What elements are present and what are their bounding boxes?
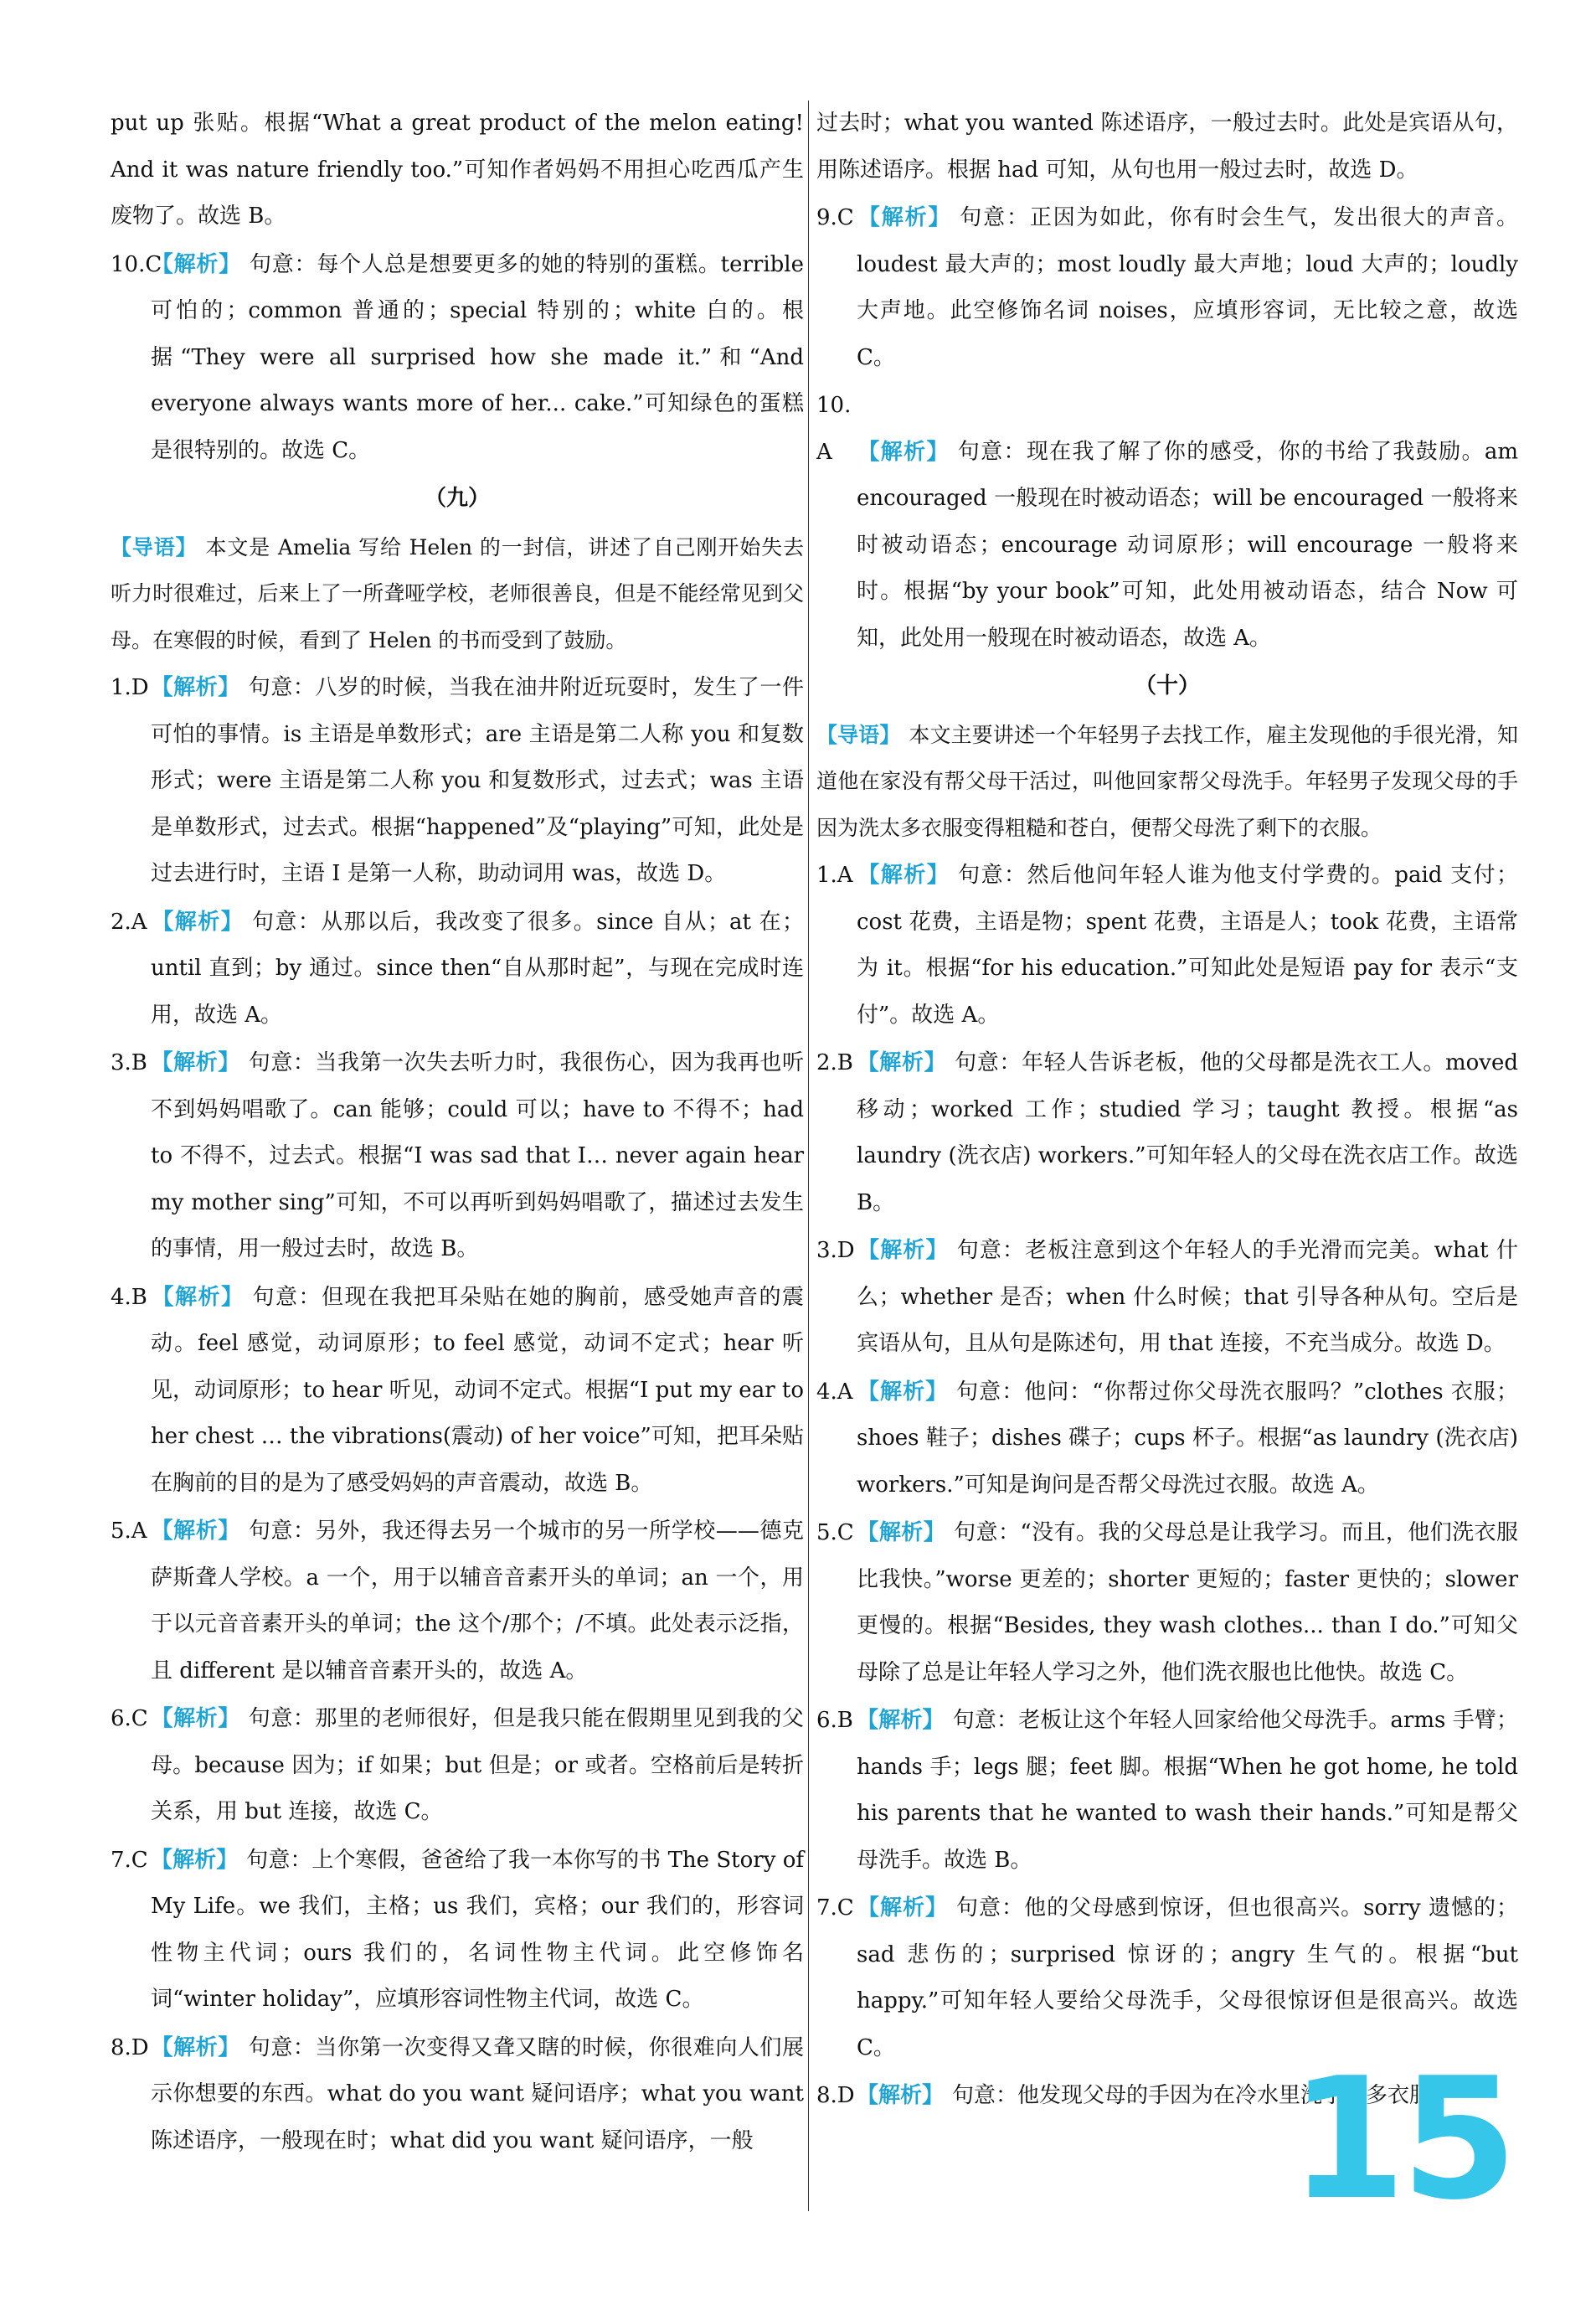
answer-text: 句意：但现在我把耳朵贴在她的胸前，感受她声音的震动。feel 感觉，动词原形；to feel 感觉，动词不定式；hear 听见，动词原形；to hear 听见，动词不定式。根据“I put my ear to her chest … the vibrations(震动) of her voice”可知，把耳朵贴在胸前的目的是为了感受妈妈的声音震动，故选 B。 [151,1284,804,1496]
answer-number: 1.D [111,675,149,700]
answer-text: 句意：他发现父母的手因为在冷水里洗了很多衣服 [952,2083,1432,2108]
answer-number: 7.C [816,1895,854,1921]
answer-text: 句意：正因为如此，你有时会生气，发出很大的声音。loudest 最大声的；most loudly 最大声地；loud 大声的；loudly 大声地。此空修饰名词 noises，应填形容词，无比较之意，故选 C。 [857,205,1518,370]
answer-text: 句意：老板注意到这个年轻人的手光滑而完美。what 什么；whether 是否；when 什么时候；that 引导各种从句。空后是宾语从句，且从句是陈述句，用 that 连接，不充当成分。故选 D。 [857,1238,1518,1356]
answer-item [111,665,804,898]
answer-item [111,1696,804,1836]
answer-item [816,1040,1518,1226]
answer-text: 句意：上个寒假，爸爸给了我一本你写的书 The Story of My Life。we 我们，主格；us 我们，宾格；our 我们的，形容词性物主代词；ours 我们的，名词性物主代词。此空修饰名词“winter holiday”，应填形容词性物主代词，故选 C。 [151,1847,804,2012]
answer-number: 3.D [816,1238,855,1263]
answer-number: 10.C [111,251,162,277]
answer-number: 8.D [816,2083,855,2108]
answer-number: 3.B [111,1050,147,1075]
answer-text: 句意：现在我了解了你的感受，你的书给了我鼓励。am encouraged 一般现在时被动语态；will be encouraged 一般将来时被动语态；encourage 动词原形；will encourage 一般将来时。根据“by your book”可知，此处用被动语态，结合 Now 可知，此处用一般现在时被动语态，故选 A。 [857,439,1518,651]
guide-text: 本文是 Amelia 写给 Helen 的一封信，讲述了自己刚开始失去听力时很难过，后来上了一所聋哑学校，老师很善良，但是不能经常见到父母。在寒假的时候，看到了 Helen 的书而受到了鼓励。 [111,534,804,652]
analysis-tag: 【解析】 [151,1847,239,1873]
answer-item [816,383,1518,662]
analysis-tag: 【解析】 [151,1284,245,1310]
answer-text: 句意：从那以后，我改变了很多。since 自从；at 在；until 直到；by 通过。since then“自从那时起”，与现在完成时连用，故选 A。 [151,909,804,1028]
analysis-tag: 【解析】 [151,2034,240,2060]
answer-item [111,242,804,475]
right-column [816,101,1518,2122]
guide-paragraph [111,524,804,664]
answer-text: 句意：当你第一次变得又聋又瞎的时候，你很难向人们展示你想要的东西。what do you want 疑问语序；what you want 陈述语序，一般现在时；what did you want 疑问语序，一般 [151,2034,804,2153]
column-divider [808,101,809,2211]
answer-item [816,853,1518,1039]
continued-explanation: 过去时；what you wanted 陈述语序，一般过去时。此处是宾语从句，用陈述语序。根据 had 可知，从句也用一般过去时，故选 D。 [816,111,1518,183]
section-heading-9: （九） [424,486,490,511]
answer-number: 2.A [111,909,147,935]
answer-text: 句意：当我第一次失去听力时，我很伤心，因为我再也听不到妈妈唱歌了。can 能够；could 可以；have to 不得不；had to 不得不，过去式。根据“I was sad that I… never again hear my mother sing”可知，不可以再听到妈妈唱歌了，描述过去发生的事情，用一般过去时，故选 B。 [151,1050,804,1261]
answer-number: 5.A [111,1519,147,1544]
answer-number: 8.D [111,2034,149,2060]
analysis-tag: 【解析】 [857,1895,949,1921]
analysis-tag: 【解析】 [857,205,952,230]
answer-item [111,1838,804,2024]
answer-number: 5.C [816,1520,854,1545]
analysis-tag: 【解析】 [857,1708,945,1733]
answer-text: 句意：“没有。我的父母总是让我学习。而且，他们洗衣服比我快。”worse 更差的；shorter 更短的；faster 更快的；slower 更慢的。根据“Besides, they wash clothes... than I do.”可知父母除了总是让年轻人学习之外，他们洗衣服也比他快。故选 C。 [857,1520,1518,1685]
answer-number: 10. A [816,393,852,465]
analysis-tag: 【解析】 [857,1379,949,1405]
guide-text: 本文主要讲述一个年轻男子去找工作，雇主发现他的手很光滑，知道他在家没有帮父母干活过，叫他回家帮父母洗手。年轻男子发现父母的手因为洗太多衣服变得粗糙和苍白，便帮父母洗了剩下的衣服。 [816,722,1518,840]
guide-tag: 【导语】 [111,534,198,559]
answer-text: 句意：另外，我还得去另一个城市的另一所学校——德克萨斯聋人学校。a 一个，用于以辅音音素开头的单词；an 一个，用于以元音音素开头的单词；the 这个/那个；/不填。此处表示泛指，且 different 是以辅音音素开头的，故选 A。 [151,1519,804,1684]
answer-number: 2.B [816,1050,853,1075]
answer-text: 句意：他问：“你帮过你父母洗衣服吗？”clothes 衣服；shoes 鞋子；dishes 碟子；cups 杯子。根据“as laundry (洗衣店) workers.”可知是询问是否帮父母洗过衣服。故选 A。 [857,1379,1518,1498]
answer-item [111,1508,804,1694]
analysis-tag: 【解析】 [857,1520,946,1545]
answer-item [816,1228,1518,1368]
analysis-tag: 【解析】 [151,1706,240,1731]
answer-number: 4.B [111,1284,147,1310]
answer-text: 句意：他的父母感到惊讶，但也很高兴。sorry 遗憾的；sad 悲伤的；surprised 惊讶的；angry 生气的。根据“but happy.”可知年轻人要给父母洗手，父母很惊讶但是很高兴。故选 C。 [857,1895,1518,2060]
analysis-tag: 【解析】 [151,1519,240,1544]
answer-number: 1.A [816,863,853,888]
answer-number: 6.B [816,1708,853,1733]
page-number: 15 [1290,2042,1513,2237]
left-column [111,101,804,2166]
answer-number: 6.C [111,1706,148,1731]
answer-item [111,1275,804,1508]
answer-item [816,195,1518,381]
analysis-tag: 【解析】 [151,251,241,277]
analysis-tag: 【解析】 [151,675,240,700]
answer-item [111,2025,804,2165]
answer-item [111,1040,804,1273]
answer-number: 7.C [111,1847,148,1873]
analysis-tag: 【解析】 [857,1238,949,1263]
guide-paragraph [816,712,1518,852]
continued-explanation: put up 张贴。根据“What a great product of the melon eating! And it was nature friendly too.”可知作者妈妈不用担心吃西瓜产生废物了。故选 B。 [111,111,804,229]
answer-number: 9.C [816,205,854,230]
answer-text: 句意：老板让这个年轻人回家给他父母洗手。arms 手臂；hands 手；legs 腿；feet 脚。根据“When he got home, he told his parents that he wanted to wash their hands.”可知是帮父母洗手。故选 B。 [857,1708,1518,1873]
analysis-tag: 【解析】 [857,1050,947,1075]
guide-tag: 【导语】 [816,722,901,747]
answer-text: 句意：八岁的时候，当我在油井附近玩耍时，发生了一件可怕的事情。is 主语是单数形式；are 主语是第二人称 you 和复数形式；were 主语是第二人称 you 和复数形式，过去式；was 主语是单数形式，过去式。根据“happened”及“playing”可知，此处是过去进行时，主语 I 是第一人称，助动词用 was，故选 D。 [151,675,804,886]
answer-text: 句意：年轻人告诉老板，他的父母都是洗衣工人。moved 移动；worked 工作；studied 学习；taught 教授。根据“as laundry (洗衣店) workers.”可知年轻人的父母在洗衣店工作。故选 B。 [857,1050,1518,1215]
answer-text: 句意：那里的老师很好，但是我只能在假期里见到我的父母。because 因为；if 如果；but 但是；or 或者。空格前后是转折关系，用 but 连接，故选 C。 [151,1706,804,1824]
answer-text: 句意：然后他问年轻人谁为他支付学费的。paid 支付；cost 花费，主语是物；spent 花费，主语是人；took 花费，主语常为 it。根据“for his education.”可知此处是短语 pay for 表示“支付”。故选 A。 [857,863,1518,1028]
answer-text: 句意：每个人总是想要更多的她的特别的蛋糕。terrible 可怕的；common 普通的；special 特别的；white 白的。根据“They were all surprised how she made it.”和“And everyone always wants more of her... cake.”可知绿色的蛋糕是很特别的。故选 C。 [151,251,804,463]
analysis-tag: 【解析】 [857,439,950,465]
answer-item [816,1510,1518,1696]
analysis-tag: 【解析】 [151,1050,240,1075]
section-heading-10: （十） [1134,673,1200,699]
answer-item [816,1369,1518,1509]
answer-item [111,900,804,1039]
answer-item [816,1698,1518,1884]
answer-number: 4.A [816,1379,853,1405]
analysis-tag: 【解析】 [857,863,950,888]
analysis-tag: 【解析】 [151,909,245,935]
analysis-tag: 【解析】 [857,2083,945,2108]
